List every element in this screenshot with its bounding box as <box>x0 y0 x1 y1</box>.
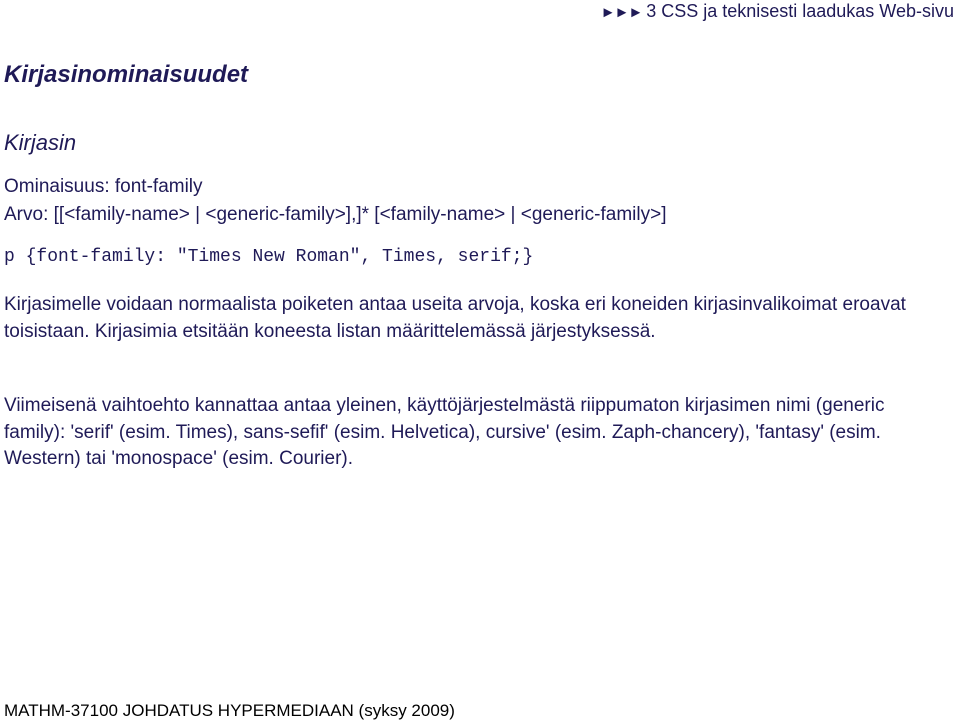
code-example: p {font-family: "Times New Roman", Times, serif;} <box>4 247 534 267</box>
section-title: Kirjasin <box>4 130 77 155</box>
property-line <box>4 175 203 199</box>
page-title: Kirjasinominaisuudet <box>4 61 249 88</box>
breadcrumb-arrows-icon: ►►► <box>600 4 643 21</box>
property-value: font-family <box>114 176 203 197</box>
breadcrumb-text: 3 CSS ja teknisesti laadukas Web-sivu <box>646 1 954 21</box>
value-label: Arvo: <box>4 204 49 225</box>
breadcrumb[interactable] <box>601 0 954 24</box>
property-label: Ominaisuus: <box>4 176 110 197</box>
value-syntax: [[<family-name> | <generic-family>],]* [<family-name> | <generic-family>] <box>53 204 667 225</box>
footer: MATHM-37100 JOHDATUS HYPERMEDIAAN (syksy 2009) <box>4 701 455 720</box>
value-line <box>4 203 666 227</box>
paragraph-intro: Kirjasimelle voidaan normaalista poiketen antaa useita arvoja, koska eri koneiden kirjasinvalikoimat eroavat toisistaan. Kirjasimia etsitään koneesta listan määrittelemässä järjestyksessä. <box>4 294 906 342</box>
paragraph-generic-family: Viimeisenä vaihtoehto kannattaa antaa yleinen, käyttöjärjestelmästä riippumaton kirjasimen nimi (generic family): 'serif' (esim. Times), sans-sefif' (esim. Helvetica), cursive' (esim. Zaph-chancery), 'fantasy' (esim. Western) tai 'monospace' (esim. Courier). <box>4 395 885 469</box>
